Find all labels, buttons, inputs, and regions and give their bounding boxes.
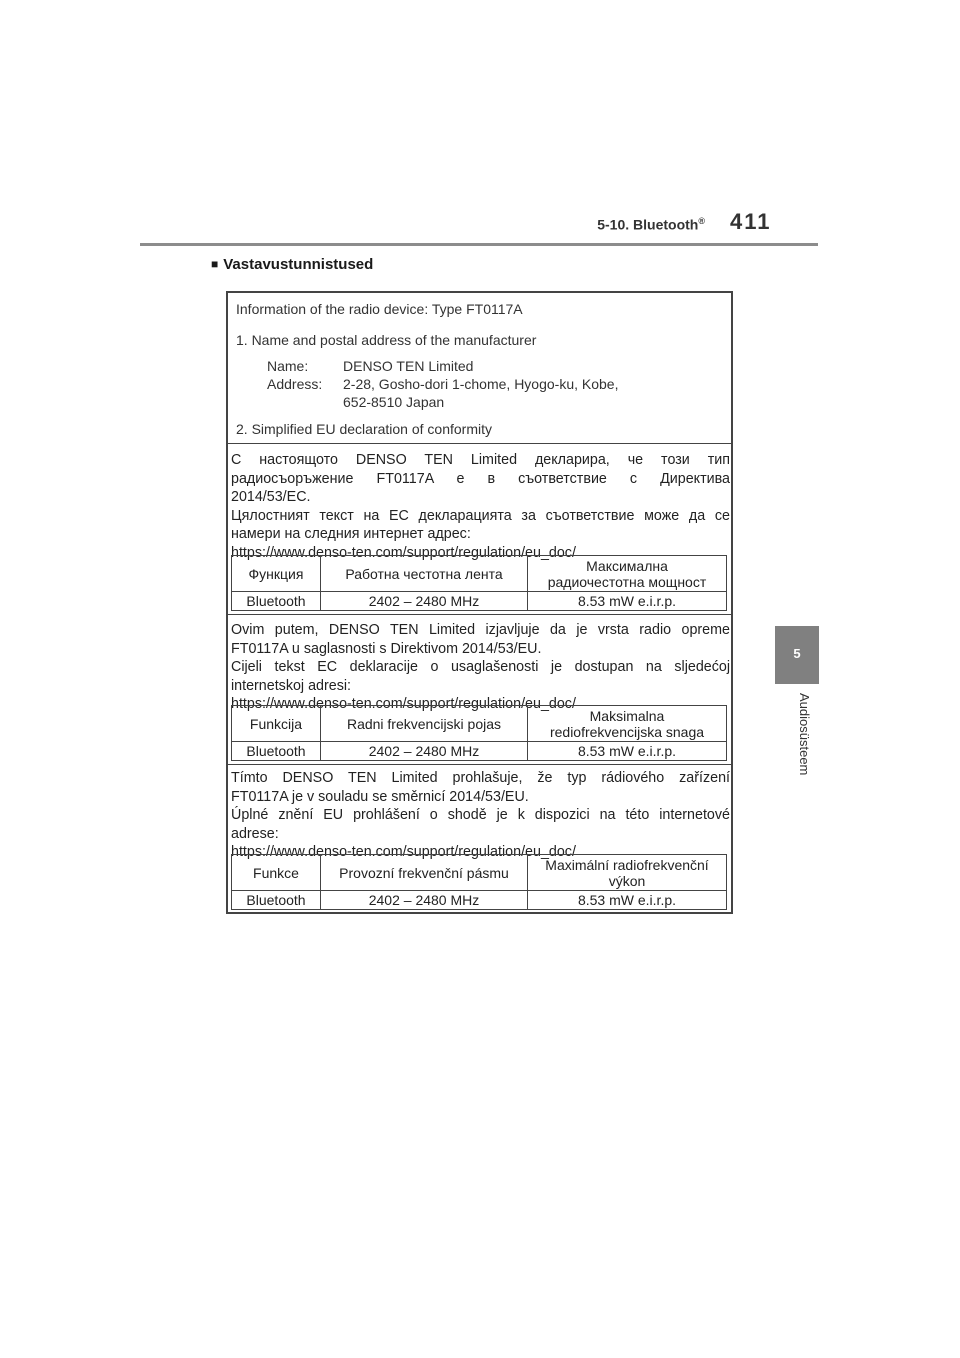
registered-mark: ®: [698, 216, 705, 226]
table-header-row: [232, 706, 727, 742]
header-band: Provozní frekvenční pásmu: [321, 855, 528, 891]
chapter-tab: [775, 626, 819, 684]
heading-text: Vastavustunnistused: [223, 256, 374, 273]
cz-url: https://www.denso-ten.com/support/regulation/eu_doc/: [231, 844, 576, 860]
hr-line-4: internetskoj adresi:: [231, 677, 351, 694]
address-line-2: 652-8510 Japan: [343, 394, 445, 410]
cell-power: 8.53 mW e.i.r.p.: [528, 592, 727, 611]
section-heading: [211, 256, 373, 273]
name-value: DENSO TEN Limited: [343, 358, 474, 374]
address-line-1: 2-28, Gosho-dori 1-chome, Hyogo-ku, Kobe,: [343, 376, 619, 392]
declaration-croatian: [231, 621, 730, 714]
square-bullet-icon: ■: [211, 257, 219, 271]
header-function: Funkcija: [232, 706, 321, 742]
header-band: Radni frekvencijski pojas: [321, 706, 528, 742]
declaration-czech: [231, 769, 730, 862]
cell-power: 8.53 mW e.i.r.p.: [528, 742, 727, 761]
bg-line-4: Цялостният текст на ЕС декларацията за съответствие може да се: [231, 507, 730, 524]
cz-line-3: Úplné znění EU prohlášení o shodě je k dispozici na této internetové: [231, 807, 730, 823]
cell-band: 2402 – 2480 MHz: [321, 742, 528, 761]
table-row: [232, 742, 727, 761]
cell-power: 8.53 mW e.i.r.p.: [528, 891, 727, 910]
chapter-number: 5: [793, 646, 801, 661]
divider: [228, 443, 731, 444]
name-label: Name:: [267, 358, 309, 374]
header-band: Работна честотна лента: [321, 556, 528, 592]
cell-band: 2402 – 2480 MHz: [321, 891, 528, 910]
cz-line-2: FT0117A je v souladu se směrnicí 2014/53/EU.: [231, 788, 529, 805]
bg-line-3: 2014/53/EC.: [231, 489, 311, 505]
bg-url: https://www.denso-ten.com/support/regulation/eu_doc/: [231, 544, 576, 561]
manufacturer-details: [267, 357, 726, 411]
chapter-title: Audiosüsteem: [797, 693, 812, 776]
declaration-bulgarian: [231, 451, 730, 562]
table-header-row: [232, 556, 727, 592]
header-function: Funkce: [232, 855, 321, 891]
conformity-document: [226, 291, 733, 914]
frequency-table-bulgarian: [231, 555, 727, 611]
header-power: Максимална радиочестотна мощност: [528, 556, 727, 592]
address-label: Address:: [267, 376, 323, 392]
radio-device-info: [236, 299, 726, 440]
header-rule: [140, 243, 818, 246]
header-function: Функция: [232, 556, 321, 592]
hr-line-2: FT0117A u saglasnosti s Direktivom 2014/53/EU.: [231, 640, 542, 657]
header-power: Maksimalna rediofrekvencijska snaga: [528, 706, 727, 742]
frequency-table-croatian: [231, 705, 727, 761]
bg-line-2: радиосъоръжение FT0117A е в съответствие с Директива: [231, 470, 730, 487]
page-number: 411: [730, 209, 772, 234]
info-item-declaration: 2. Simplified EU declaration of conformity: [236, 421, 492, 437]
divider: [228, 614, 731, 615]
cell-band: 2402 – 2480 MHz: [321, 592, 528, 611]
cell-function: Bluetooth: [232, 592, 321, 611]
info-title: Information of the radio device: Type FT0117A: [236, 301, 523, 317]
cell-function: Bluetooth: [232, 742, 321, 761]
table-row: [232, 592, 727, 611]
frequency-table-czech: [231, 854, 727, 910]
bg-line-5: намери на следния интернет адрес:: [231, 526, 471, 542]
hr-line-3: Cijeli tekst EC deklaracije o usaglašenosti je dostupan na sljedećoj: [231, 659, 730, 675]
cz-line-1: Tímto DENSO TEN Limited prohlašuje, že typ rádiového zařízení: [231, 770, 730, 786]
table-header-row: [232, 855, 727, 891]
info-item-manufacturer: 1. Name and postal address of the manufacturer: [236, 332, 537, 348]
table-row: [232, 891, 727, 910]
cz-line-4: adrese:: [231, 825, 279, 842]
hr-line-1: Ovim putem, DENSO TEN Limited izjavljuje da je vrsta radio opreme: [231, 622, 730, 638]
divider: [228, 764, 731, 765]
section-title: 5-10. Bluetooth®: [597, 216, 705, 233]
header-power: Maximální radiofrekvenční výkon: [528, 855, 727, 891]
cell-function: Bluetooth: [232, 891, 321, 910]
hr-url: https://www.denso-ten.com/support/regulation/eu_doc/: [231, 696, 576, 712]
bg-line-1: С настоящото DENSO TEN Limited декларира, че този тип: [231, 452, 730, 468]
